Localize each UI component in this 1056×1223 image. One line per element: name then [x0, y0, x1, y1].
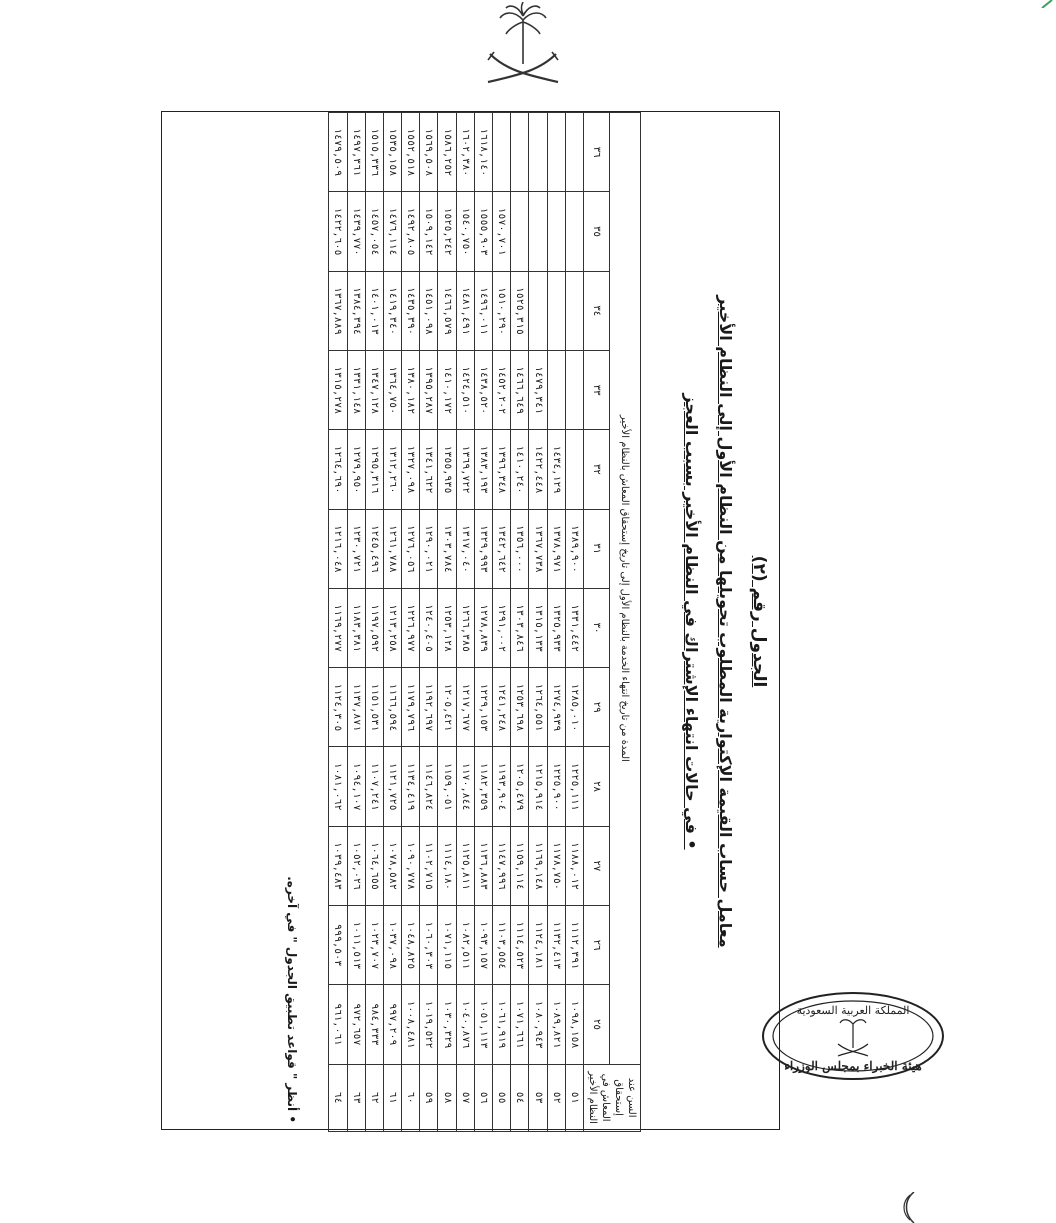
- year-header: ٢٧: [584, 826, 610, 905]
- value-cell: ١٣١٥,١٣٣: [529, 588, 547, 667]
- age-cell: ٦٤: [329, 1064, 347, 1131]
- value-cell: ١٠٦١,٩١٩: [493, 985, 511, 1064]
- value-cell: ١٢٥٣,١٢٨: [438, 588, 456, 667]
- value-cell: ١٢٧٨,٨٣٩: [474, 588, 492, 667]
- value-cell: ١٢٣٠,٧٢١: [347, 509, 365, 588]
- value-cell: ١١٠٧,٢٤١: [365, 747, 383, 826]
- value-cell: ١٦١٨,١٤٠: [474, 113, 492, 192]
- stamp-emblem-icon: [838, 1020, 868, 1056]
- value-cell: ١١٠٣,٥٥٤: [493, 906, 511, 985]
- value-cell: ١٣٧٨,٩٧١: [547, 509, 565, 588]
- value-cell: [511, 192, 529, 271]
- value-cell: ١٤٧٩,٣٤١: [529, 350, 547, 429]
- value-cell: ١٢٤٥,٤٩٦: [365, 509, 383, 588]
- value-cell: ١٠٣٧,٠٩٨: [383, 906, 401, 985]
- value-cell: ١١٩٣,٩٠٤: [493, 747, 511, 826]
- value-cell: ١٣٤١,٦٢٢: [420, 430, 438, 509]
- value-cell: ١٣٦٧,٧٣٨: [529, 509, 547, 588]
- age-cell: ٥٩: [420, 1064, 438, 1131]
- year-header: ٣٤: [584, 271, 610, 350]
- value-cell: ١٠٤٠,٨٧٦: [456, 985, 474, 1064]
- value-cell: ١٥٠٩,١٤٢: [420, 192, 438, 271]
- value-cell: ١٠٧٨,٥٨٢: [383, 826, 401, 905]
- value-cell: ١٠٨١,٠٦٢: [329, 747, 347, 826]
- value-cell: ١٠٠٨,٤٨١: [402, 985, 420, 1064]
- value-cell: ١٣٩٦,٣٤٨: [493, 430, 511, 509]
- value-cell: ١٠٦٠,٣٠٣: [420, 906, 438, 985]
- table-row: [420, 113, 438, 1132]
- value-cell: ١٤٣٥,٣٩٠: [402, 271, 420, 350]
- value-cell: ١٢٩٥,٣١٦: [365, 430, 383, 509]
- value-cell: ١٤٢٢,٤٤٨: [529, 430, 547, 509]
- age-cell: ٥٧: [456, 1064, 474, 1131]
- value-cell: ١٤٧٦,١١٤: [383, 192, 401, 271]
- value-cell: [511, 113, 529, 192]
- value-cell: ٩٨٤,٣٣٣: [365, 985, 383, 1064]
- value-cell: ١٥٧٠,٧٠١: [493, 192, 511, 271]
- table-row: [365, 113, 383, 1132]
- value-cell: ١٥٥٢,٥١٨: [402, 113, 420, 192]
- value-cell: ١٥٦٩,٥٠٨: [420, 113, 438, 192]
- value-cell: ١٢٠٥,٤٧٩: [511, 747, 529, 826]
- value-cell: ١٣٣١,٤٤٢: [565, 588, 583, 667]
- value-cell: ١٣٠٣,٨٤٦: [511, 588, 529, 667]
- value-cell: ١٤٣٩,٧٧٠: [347, 192, 365, 271]
- value-cell: [565, 271, 583, 350]
- value-cell: ١٤١٠,١٧٢: [438, 350, 456, 429]
- value-cell: ١٤١٩,٣٤٠: [383, 271, 401, 350]
- value-cell: ١٤٩٧,٣٦١: [347, 113, 365, 192]
- period-header: المدة من تاريخ انتهاء الخدمة بالنظام الأول إلى تاريخ إستحقاق المعاش بالنظام الأخير: [610, 113, 641, 1065]
- value-cell: ١٥١٠,٢٩٠: [493, 271, 511, 350]
- value-cell: [547, 192, 565, 271]
- value-cell: ١٢٩٠,٠٢١: [420, 509, 438, 588]
- value-cell: ١٢٦٦,٣٨٥: [456, 588, 474, 667]
- table-row: [383, 113, 401, 1132]
- value-cell: ١٠١١,٥١٣: [347, 906, 365, 985]
- value-cell: ١١٨٨,٠١٢: [565, 826, 583, 905]
- table-frame: [161, 111, 780, 1130]
- value-cell: ١٣٦٩,٧٢٢: [456, 430, 474, 509]
- year-header: ٣٠: [584, 588, 610, 667]
- value-cell: ١١٩٢,٦٩٧: [420, 668, 438, 747]
- value-cell: ١٤٣٨,٥٢٠: [474, 350, 492, 429]
- table-subtitle: • في حالات انتهاء الإشتراك في النظام الأخير بسبب العجز: [682, 393, 701, 850]
- value-cell: ١١٣٧,٨٧١: [347, 668, 365, 747]
- value-cell: ١١٤٦,٨٢٤: [420, 747, 438, 826]
- value-cell: ١٠٥١,١١٣: [474, 985, 492, 1064]
- year-header: ٢٥: [584, 985, 610, 1064]
- value-cell: ١٣٨٩,٩٠٠: [565, 509, 583, 588]
- official-stamp: [760, 990, 946, 1082]
- value-cell: ١٢٢٩,١٥٣: [474, 668, 492, 747]
- table-row: [438, 113, 456, 1132]
- value-cell: ١٠٤٨,٨٢٥: [402, 906, 420, 985]
- table-number: الجدول رقم (٢): [749, 555, 769, 688]
- rotated-page: [162, 112, 781, 1131]
- value-cell: ١١٧٠,٨٤٤: [456, 747, 474, 826]
- footnote: • أنظر " قواعد تطبيق الجدول " في آخره.: [285, 876, 299, 1123]
- value-cell: ١١٣٦,٨٨٣: [474, 826, 492, 905]
- value-cell: ١٢٢٦,٩٧٧: [402, 588, 420, 667]
- value-cell: ١٠٨٢,٥١١: [456, 906, 474, 985]
- year-header: ٣٥: [584, 192, 610, 271]
- value-cell: ١٣٤٧,١٢٨: [365, 350, 383, 429]
- age-cell: ٦٢: [365, 1064, 383, 1131]
- value-cell: ١٣٢٧,٠٩٨: [402, 430, 420, 509]
- value-cell: ١٤٣٤,١٢٩: [547, 430, 565, 509]
- value-cell: [493, 113, 511, 192]
- value-cell: ١٢٨٥,٠١٠: [565, 668, 583, 747]
- value-cell: ١١٢٤,١٨١: [529, 906, 547, 985]
- value-cell: [529, 113, 547, 192]
- value-cell: ١٠١٩,٥٢٢: [420, 985, 438, 1064]
- value-cell: ١٠٩٨,١٥٨: [565, 985, 583, 1064]
- table-row: [529, 113, 547, 1132]
- value-cell: ١٢٢٥,٩٠٠: [547, 747, 565, 826]
- value-cell: ١١٦٦,٥٩٤: [383, 668, 401, 747]
- value-cell: ١٥٢٥,٣١٥: [511, 271, 529, 350]
- value-cell: ١٠٦٤,٦٥٥: [365, 826, 383, 905]
- value-cell: [565, 113, 583, 192]
- value-cell: ١١٦٩,١٤٨: [529, 826, 547, 905]
- year-header-row: [584, 113, 610, 1132]
- value-cell: ١٢٦٤,٦٩٠: [329, 430, 347, 509]
- age-cell: ٥٣: [529, 1064, 547, 1131]
- table-row: [329, 113, 347, 1132]
- year-header: ٢٩: [584, 668, 610, 747]
- value-cell: ١٣٦٤,٧٥٠: [383, 350, 401, 429]
- value-cell: ١٢٧٦,٠٥٦: [402, 509, 420, 588]
- year-header: ٣٣: [584, 350, 610, 429]
- value-cell: ١٤٥١,٠٩٨: [420, 271, 438, 350]
- value-cell: ١٥٨٦,٢٥٢: [438, 113, 456, 192]
- value-cell: ١١٢٤,٣٠٥: [329, 668, 347, 747]
- value-cell: ١٥٢٥,٢٤٢: [438, 192, 456, 271]
- value-cell: ١٣٥٥,٩٣٥: [438, 430, 456, 509]
- value-cell: ١١١٤,١٨٠: [438, 826, 456, 905]
- year-header: ٢٨: [584, 747, 610, 826]
- value-cell: ١٢١٧,٦٧٧: [456, 668, 474, 747]
- value-cell: ١٤٥٧,٠٥٤: [365, 192, 383, 271]
- value-cell: ١٢٠٥,٤٢١: [438, 668, 456, 747]
- table-row: [547, 113, 565, 1132]
- year-header: ٣٢: [584, 430, 610, 509]
- value-cell: ١٣٨٠,١٨٢: [402, 350, 420, 429]
- age-cell: ٥٤: [511, 1064, 529, 1131]
- table-row: [474, 113, 492, 1132]
- table-row: [402, 113, 420, 1132]
- value-cell: ١٣٠٣,٧٨٤: [438, 509, 456, 588]
- value-cell: ١١٥٩,١١٤: [511, 826, 529, 905]
- value-cell: ١٠٣٩,٤٨٣: [329, 826, 347, 905]
- value-cell: ١١٧٨,٧٥٠: [547, 826, 565, 905]
- value-cell: ١١٤٧,٩٩٦: [493, 826, 511, 905]
- value-cell: ١٣٩٥,٢٨٧: [420, 350, 438, 429]
- value-cell: ١٣٤٢,٦٤٢: [493, 509, 511, 588]
- value-cell: [565, 430, 583, 509]
- age-cell: ٥٥: [493, 1064, 511, 1131]
- value-cell: ١٣٨٤,٣٩٤: [347, 271, 365, 350]
- value-cell: ١٤٠١,٠١٣: [365, 271, 383, 350]
- value-cell: ١١٧٩,٧٩٦: [402, 668, 420, 747]
- value-cell: ١٥٥٥,٩٠٣: [474, 192, 492, 271]
- stamp-bottom-text: هيئة الخبراء بمجلس الوزراء: [784, 1059, 922, 1073]
- value-cell: ١١٣٤,٤١٩: [402, 747, 420, 826]
- value-cell: ١٣٦٧,٨٨٩: [329, 271, 347, 350]
- value-cell: ٩٩٩,٥٠٣: [329, 906, 347, 985]
- value-cell: ١٦٠٢,٣٨٠: [456, 113, 474, 192]
- value-cell: [547, 113, 565, 192]
- value-cell: ٩٧٢,٦٥٧: [347, 985, 365, 1064]
- value-cell: ١٥٣٥,١٥٨: [383, 113, 401, 192]
- value-cell: ١٤٩٢,٨٠٥: [402, 192, 420, 271]
- value-cell: ١٢٧٩,٩٥٠: [347, 430, 365, 509]
- value-cell: ١٠٩٤,١٠٧: [347, 747, 365, 826]
- value-cell: ١٢٢٥,١١١: [565, 747, 583, 826]
- value-cell: ١٤٧٩,٥٠٩: [329, 113, 347, 192]
- table-row: [456, 113, 474, 1132]
- value-cell: ١٤٥٢,٢٠٢: [493, 350, 511, 429]
- value-cell: ١٢٦٤,٥٥١: [529, 668, 547, 747]
- value-cell: ٩٦١,٠٦١: [329, 985, 347, 1064]
- value-cell: ١١٥٩,٠٥١: [438, 747, 456, 826]
- age-cell: ٥٢: [547, 1064, 565, 1131]
- value-cell: ١١١٤,٥٢٣: [511, 906, 529, 985]
- value-cell: ١١٨٣,٣٨١: [347, 588, 365, 667]
- title-block: [661, 112, 781, 1131]
- value-cell: ١٤٦٦,٥٧٩: [438, 271, 456, 350]
- value-cell: [529, 271, 547, 350]
- value-cell: ١١٢١,٧٢٥: [383, 747, 401, 826]
- coefficient-table: [328, 112, 641, 1132]
- value-cell: ١٠٣٠,٣٢٩: [438, 985, 456, 1064]
- value-cell: ١١٥١,٥٣١: [365, 668, 383, 747]
- value-cell: ١١٩٧,٥٩٢: [365, 588, 383, 667]
- value-cell: [547, 350, 565, 429]
- value-cell: ١٢٥٣,٦٩٨: [511, 668, 529, 747]
- value-cell: ١١٨٢,٣٥٩: [474, 747, 492, 826]
- value-cell: ١٤١٠,٢٤٠: [511, 430, 529, 509]
- value-cell: ١١٢٥,٨١١: [456, 826, 474, 905]
- value-cell: ١٢٩١,٠٠٢: [493, 588, 511, 667]
- value-cell: ١٣١٥,٢٧٨: [329, 350, 347, 429]
- table-row: [347, 113, 365, 1132]
- year-header: ٣٦: [584, 113, 610, 192]
- table-title: معامل حساب القيمة الإكتوارية المطلوب تحويلها من النظام الأول إلى النظام الأخير: [716, 295, 735, 948]
- age-cell: ٦١: [383, 1064, 401, 1131]
- age-cell: ٥٦: [474, 1064, 492, 1131]
- value-cell: ١٠٩٠,٧٧٨: [402, 826, 420, 905]
- value-cell: [529, 192, 547, 271]
- corner-mark: [1040, 0, 1056, 8]
- table-body: [329, 113, 584, 1132]
- age-cell: ٦٣: [347, 1064, 365, 1131]
- table-row: [493, 113, 511, 1132]
- value-cell: ١٤٢٢,٦٠٥: [329, 192, 347, 271]
- year-header: ٢٦: [584, 906, 610, 985]
- page-edge-bracket: [900, 1192, 918, 1223]
- value-cell: ١٢١٥,٩١٤: [529, 747, 547, 826]
- value-cell: ١١٠٢,٧١٥: [420, 826, 438, 905]
- age-cell: ٥١: [565, 1064, 583, 1131]
- year-header: ٣١: [584, 509, 610, 588]
- value-cell: ١٣٣١,١٤٨: [347, 350, 365, 429]
- value-cell: ١٤٦٦,٦٤٩: [511, 350, 529, 429]
- value-cell: [547, 271, 565, 350]
- value-cell: ١٠٨٩,٨٢١: [547, 985, 565, 1064]
- palm-and-swords-emblem: [478, 2, 568, 88]
- value-cell: ١٠٢٣,٧٠٧: [365, 906, 383, 985]
- value-cell: [565, 350, 583, 429]
- value-cell: ١٤٩٦,٠١١: [474, 271, 492, 350]
- value-cell: ١٤٨١,٤٩١: [456, 271, 474, 350]
- age-header: السن عند إستحقاق المعاش في النظام الأخير: [584, 1064, 641, 1131]
- stamp-top-text: المملكة العربية السعودية: [796, 1004, 910, 1017]
- age-cell: ٥٨: [438, 1064, 456, 1131]
- value-cell: ١٣٥٦,٠٠٠: [511, 509, 529, 588]
- age-cell: ٦٠: [402, 1064, 420, 1131]
- value-cell: ١١١٢,٣٩١: [565, 906, 583, 985]
- value-cell: ٩٩٧,٢٠٩: [383, 985, 401, 1064]
- value-cell: ١٥٤٠,٧٥٠: [456, 192, 474, 271]
- value-cell: ١٥١٥,٣٣٦: [365, 113, 383, 192]
- value-cell: ١٣٢٩,٩٩٣: [474, 509, 492, 588]
- value-cell: ١٣٢٥,٩٣٣: [547, 588, 565, 667]
- value-cell: ١٤٢٤,٥١٠: [456, 350, 474, 429]
- value-cell: ١٣٨٣,١٩٣: [474, 430, 492, 509]
- value-cell: ١٠٧١,٦٦١: [511, 985, 529, 1064]
- value-cell: ١١٦٩,٢٧٧: [329, 588, 347, 667]
- value-cell: ١٠٧١,١١٥: [438, 906, 456, 985]
- value-cell: ١٠٩٣,١٥٧: [474, 906, 492, 985]
- value-cell: ١٢٧٤,٩٣٩: [547, 668, 565, 747]
- value-cell: ١٢٦١,٧٨٨: [383, 509, 401, 588]
- value-cell: ١٠٥٢,٠٢٦: [347, 826, 365, 905]
- value-cell: ١٢١٦,٠٤٨: [329, 509, 347, 588]
- table-row: [565, 113, 583, 1132]
- value-cell: ١٢٤١,٢٤٨: [493, 668, 511, 747]
- value-cell: ١١٣٢,٤١٣: [547, 906, 565, 985]
- value-cell: ١٠٨٠,٩٤٣: [529, 985, 547, 1064]
- value-cell: [565, 192, 583, 271]
- value-cell: ١٣١٢,٢٦٠: [383, 430, 401, 509]
- value-cell: ١٣١٧,٠٤٠: [456, 509, 474, 588]
- value-cell: ١٢١٣,٢٥٨: [383, 588, 401, 667]
- value-cell: ١٢٤٠,٤٠٥: [420, 588, 438, 667]
- table-row: [511, 113, 529, 1132]
